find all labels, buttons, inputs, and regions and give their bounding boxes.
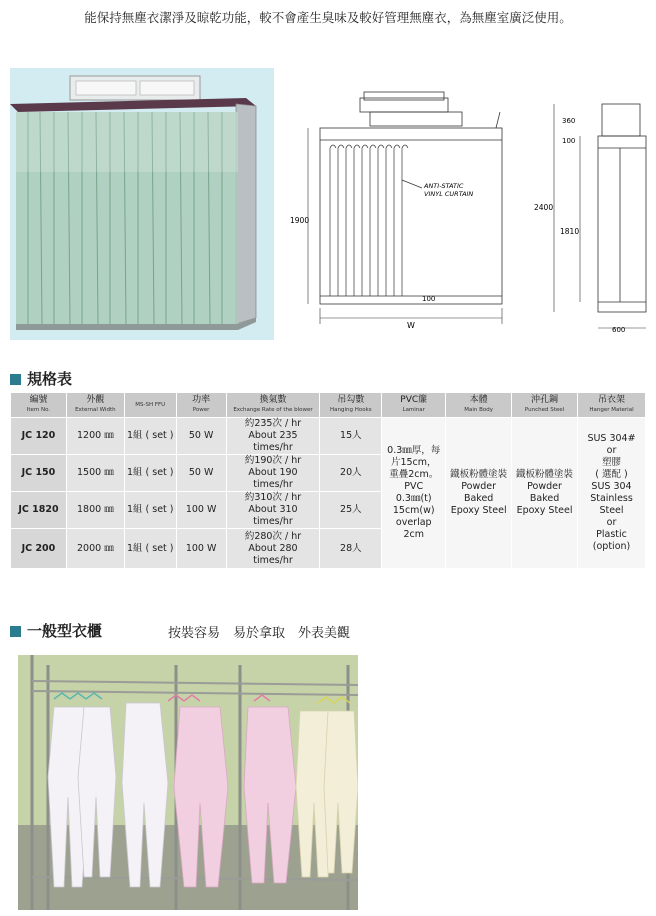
hanger-material-cell: SUS 304# or 塑膠 ( 選配 ) SUS 304 Stainless Steel or Plastic (option) xyxy=(578,418,646,569)
ffu-cell: 1組 ( set ) xyxy=(124,529,176,569)
header-cell: 沖孔鋼 Punched Steel xyxy=(512,393,578,418)
hooks-cell: 28人 xyxy=(320,529,382,569)
spec-section-title xyxy=(10,368,72,389)
garment-rack-photo xyxy=(18,655,358,910)
intro-text: 能保持無塵衣潔淨及晾乾功能，較不會產生臭味及較好管理無塵衣，為無塵室廣泛使用。 xyxy=(84,10,572,25)
width-cell: 1200 ㎜ xyxy=(66,418,124,455)
table-row xyxy=(11,418,646,455)
header-cell: 吊衣架 Hanger Material xyxy=(578,393,646,418)
hooks-cell: 25人 xyxy=(320,492,382,529)
rate-cell: 約280次 / hr About 280 times/hr xyxy=(226,529,320,569)
rate-cell: 約190次 / hr About 190 times/hr xyxy=(226,455,320,492)
section-square-icon xyxy=(10,626,21,637)
spec-table xyxy=(10,392,646,569)
header-cell: 吊勾數 Hanging Hooks xyxy=(320,393,382,418)
clean-booth-illustration xyxy=(10,68,274,340)
dim-1810: 1810 xyxy=(560,227,580,236)
general-section-title-text: 一般型衣櫃 xyxy=(27,622,103,640)
curtain-label-1: ANTI-STATIC xyxy=(424,182,464,190)
model-cell: JC 200 xyxy=(11,529,67,569)
header-cell: 編號 Item No. xyxy=(11,393,67,418)
garment-rack-illustration xyxy=(18,655,358,910)
dim-2400: 2400 xyxy=(534,203,554,212)
spec-section-title-text: 規格表 xyxy=(27,370,73,388)
header-cell: 本體 Main Body xyxy=(446,393,512,418)
ffu-cell: 1組 ( set ) xyxy=(124,455,176,492)
punched-steel-cell: 鐵板粉體塗裝 Powder Baked Epoxy Steel xyxy=(512,418,578,569)
power-cell: 100 W xyxy=(176,492,226,529)
hooks-cell: 15人 xyxy=(320,418,382,455)
clean-booth-photo xyxy=(10,68,274,340)
header-cell: 外觀 External Width xyxy=(66,393,124,418)
general-section-title xyxy=(10,620,102,641)
header-cell: MS-SH FFU xyxy=(124,393,176,418)
model-cell: JC 1820 xyxy=(11,492,67,529)
power-cell: 50 W xyxy=(176,418,226,455)
width-cell: 1800 ㎜ xyxy=(66,492,124,529)
section-square-icon xyxy=(10,374,21,385)
header-cell: 換氣數 Exchange Rate of the blower xyxy=(226,393,320,418)
general-section-subtitle: 按裝容易 易於拿取 外表美觀 xyxy=(168,626,351,641)
rate-cell: 約310次 / hr About 310 times/hr xyxy=(226,492,320,529)
dim-1900: 1900 xyxy=(290,216,310,225)
dim-100-top: 100 xyxy=(562,137,576,145)
ffu-cell: 1組 ( set ) xyxy=(124,492,176,529)
hooks-cell: 20人 xyxy=(320,455,382,492)
dim-600: 600 xyxy=(612,326,626,334)
width-cell: 2000 ㎜ xyxy=(66,529,124,569)
header-cell: PVC簾 Laminar xyxy=(382,393,446,418)
curtain-label-2: VINYL CURTAIN xyxy=(424,190,474,198)
main-body-cell: 鐵板粉體塗裝 Powder Baked Epoxy Steel xyxy=(446,418,512,569)
rate-cell: 約235次 / hr About 235 times/hr xyxy=(226,418,320,455)
model-cell: JC 150 xyxy=(11,455,67,492)
dimension-diagrams xyxy=(290,90,650,344)
dim-w: W xyxy=(407,321,415,330)
ffu-cell: 1組 ( set ) xyxy=(124,418,176,455)
header-cell: 功率 Power xyxy=(176,393,226,418)
width-cell: 1500 ㎜ xyxy=(66,455,124,492)
dim-360: 360 xyxy=(562,117,576,125)
model-cell: JC 120 xyxy=(11,418,67,455)
power-cell: 50 W xyxy=(176,455,226,492)
dimension-drawing xyxy=(290,90,650,340)
spec-header-row xyxy=(11,393,646,418)
power-cell: 100 W xyxy=(176,529,226,569)
dim-100-bottom: 100 xyxy=(422,295,436,303)
pvc-cell: 0.3㎜厚，每 片15cm， 重疊2cm。 PVC 0.3㎜(t) 15cm(w) overlap 2cm xyxy=(382,418,446,569)
